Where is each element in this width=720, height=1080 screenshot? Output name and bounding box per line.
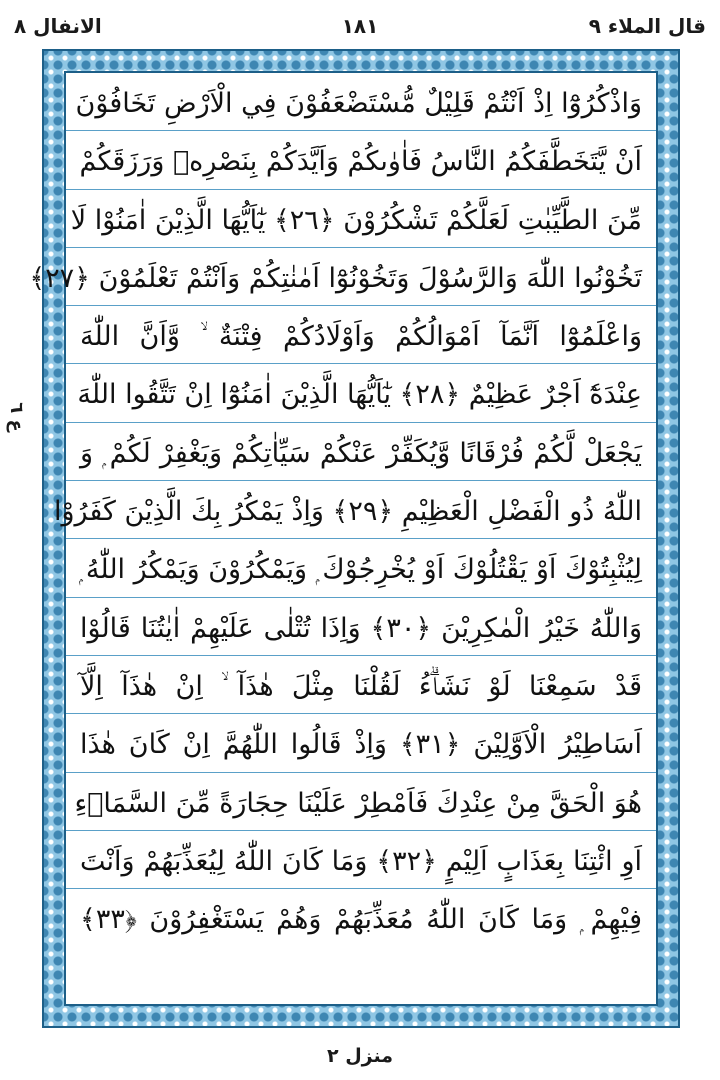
verse-line-4: تَخُوْنُوا اللّٰهَ وَالرَّسُوْلَ وَتَخُوْنُوْٓا اَمٰنٰتِكُمْ وَاَنْتُمْ تَعْلَمُوْنَ ﴿٢٧﴾ bbox=[66, 248, 656, 306]
verse-line-10: وَاللّٰهُ خَيْرُ الْمٰكِرِيْنَ ﴿٣٠﴾ وَاِذَا تُتْلٰى عَلَيْهِمْ اٰيٰتُنَا قَالُوْا bbox=[66, 598, 656, 656]
verse-line-3: مِّنَ الطَّيِّبٰتِ لَعَلَّكُمْ تَشْكُرُوْنَ ﴿٢٦﴾ يٰٓاَيُّهَا الَّذِيْنَ اٰمَنُوْا لَا bbox=[66, 190, 656, 248]
manzil-label: منزل ٢ bbox=[326, 1045, 394, 1067]
text-panel bbox=[29, 71, 658, 1006]
page-number: ١٨١ bbox=[341, 14, 379, 38]
verse-line-1: وَاذْكُرُوْٓا اِذْ اَنْتُمْ قَلِيْلٌ مُّسْتَضْعَفُوْنَ فِي الْاَرْضِ تَخَافُوْنَ bbox=[66, 73, 656, 131]
verse-line-8: اللّٰهُ ذُو الْفَضْلِ الْعَظِيْمِ ﴿٢٩﴾ وَاِذْ يَمْكُرُ بِكَ الَّذِيْنَ كَفَرُوْا bbox=[66, 481, 656, 539]
verse-line-12: اَسَاطِيْرُ الْاَوَّلِيْنَ ﴿٣١﴾ وَاِذْ قَالُوا اللّٰهُمَّ اِنْ كَانَ هٰذَا bbox=[66, 714, 656, 772]
para-name: قال الملاء ٩ bbox=[588, 14, 706, 38]
verse-line-14: اَوِ ائْتِنَا بِعَذَابٍ اَلِيْمٍ ﴿٣٢﴾ وَمَا كَانَ اللّٰهُ لِيُعَذِّبَهُمْ وَاَنْتَ bbox=[66, 831, 656, 889]
verse-line-13: هُوَ الْحَقَّ مِنْ عِنْدِكَ فَاَمْطِرْ عَلَيْنَا حِجَارَةً مِّنَ السَّمَاۗءِ bbox=[66, 773, 656, 831]
verse-line-11: قَدْ سَمِعْنَا لَوْ نَشَاۗءُ لَقُلْنَا مِثْلَ هٰذَآ ۙ اِنْ هٰذَآ اِلَّآ bbox=[66, 656, 656, 714]
verse-line-15: فِيْهِمْ ۭ وَمَا كَانَ اللّٰهُ مُعَذِّبَهُمْ وَهُمْ يَسْتَغْفِرُوْنَ ﴿٣٣﴾ bbox=[80, 904, 642, 936]
verse-line-9: لِيُثْبِتُوْكَ اَوْ يَقْتُلُوْكَ اَوْ يُخْرِجُوْكَ ۭ وَيَمْكُرُوْنَ وَيَمْكُرُ اللّٰهُ ۭ bbox=[66, 539, 656, 597]
verse-line-5: وَاعْلَمُوْٓا اَنَّمَآ اَمْوَالُكُمْ وَاَوْلَادُكُمْ فِتْنَةٌ ۙ وَّاَنَّ اللّٰهَ bbox=[66, 306, 656, 364]
ornamental-border bbox=[29, 49, 680, 1028]
verse-line-2: اَنْ يَّتَخَطَّفَكُمُ النَّاسُ فَاٰوٰىكُمْ وَاَيَّدَكُمْ بِنَصْرِهٖ وَرَزَقَكُمْ bbox=[66, 131, 656, 189]
ruku-marker: ع ٦ bbox=[6, 402, 27, 432]
verse-line-7: يَجْعَلْ لَّكُمْ فُرْقَانًا وَّيُكَفِّرْ عَنْكُمْ سَيِّاٰتِكُمْ وَيَغْفِرْ لَكُمْ ۭ وَ bbox=[66, 423, 656, 481]
verse-line-6: عِنْدَهٗٓ اَجْرٌ عَظِيْمٌ ﴿٢٨﴾ يٰٓاَيُّهَا الَّذِيْنَ اٰمَنُوْٓا اِنْ تَتَّقُوا اللّٰهَ bbox=[66, 364, 656, 422]
surah-name: الانفال ٨ bbox=[14, 14, 102, 38]
verse-lines bbox=[29, 73, 656, 1004]
